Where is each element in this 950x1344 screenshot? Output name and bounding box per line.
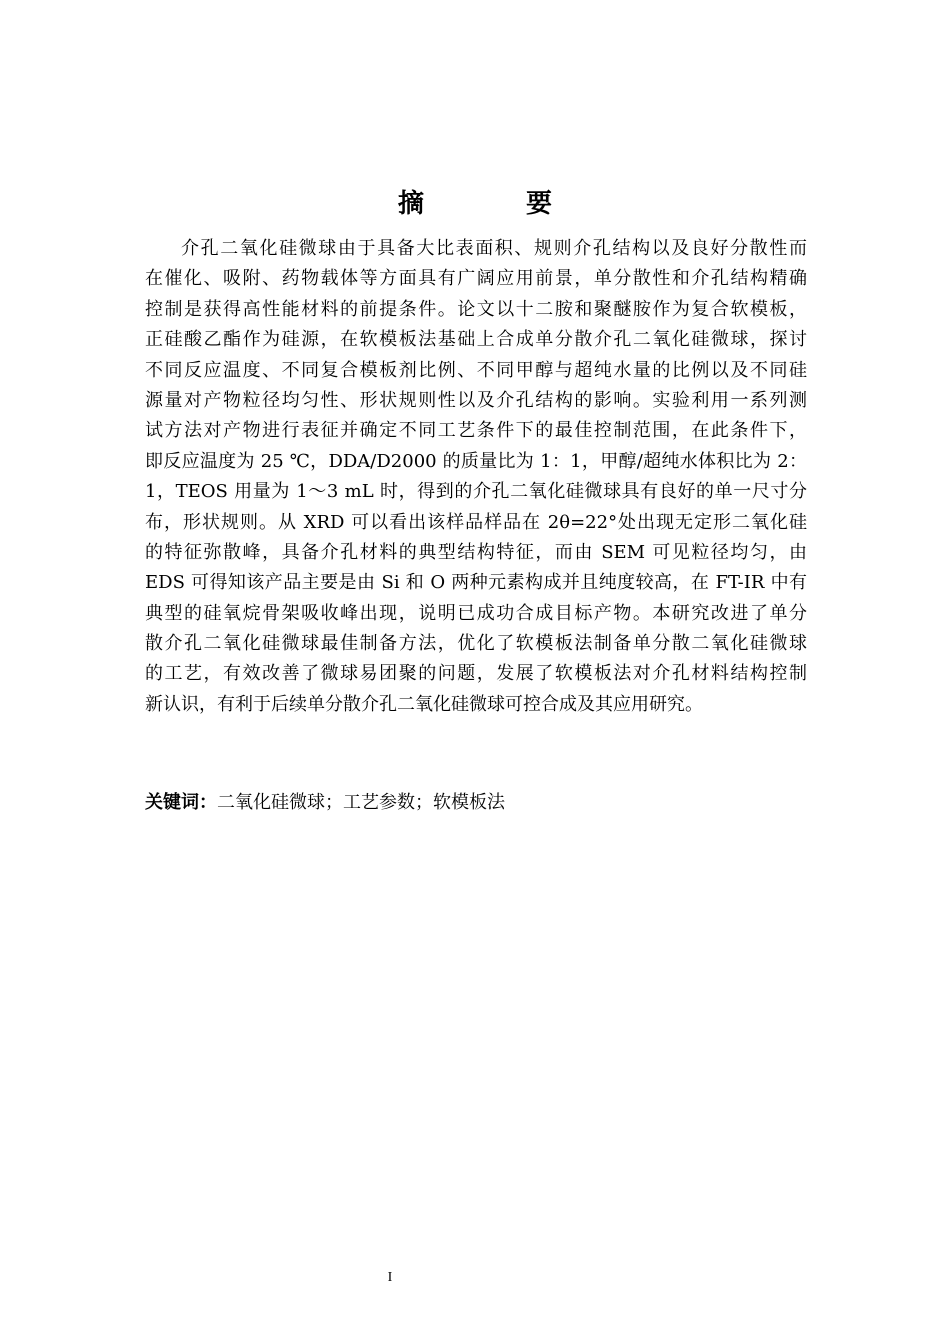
keywords-text: 二氧化硅微球；工艺参数；软模板法 [217, 792, 505, 813]
abstract-line: 源量对产物粒径均匀性、形状规则性以及介孔结构的影响。实验利用一系列测 [145, 389, 807, 411]
abstract-line: 试方法对产物进行表征并确定不同工艺条件下的最佳控制范围，在此条件下， [145, 420, 807, 442]
abstract-line: 介孔二氧化硅微球由于具备大比表面积、规则介孔结构以及良好分散性而 [181, 238, 807, 259]
abstract-line: 即反应温度为 25 ℃，DDA/D2000 的质量比为 1：1，甲醇/超纯水体积比为 2： [145, 450, 807, 472]
abstract-line: 散介孔二氧化硅微球最佳制备方法，优化了软模板法制备单分散二氧化硅微球 [145, 633, 807, 655]
keywords-label: 关键词： [145, 792, 217, 813]
abstract-body [145, 234, 807, 720]
abstract-line: 的工艺，有效改善了微球易团聚的问题，发展了软模板法对介孔材料结构控制 [145, 663, 807, 685]
abstract-line: 典型的硅氧烷骨架吸收峰出现，说明已成功合成目标产物。本研究改进了单分 [145, 602, 807, 624]
abstract-line: 不同反应温度、不同复合模板剂比例、不同甲醇与超纯水量的比例以及不同硅 [145, 359, 807, 381]
abstract-line: 的特征弥散峰，具备介孔材料的典型结构特征，而由 SEM 可见粒径均匀，由 [145, 541, 807, 563]
abstract-line: EDS 可得知该产品主要是由 Si 和 O 两种元素构成并且纯度较高，在 FT-IR 中有 [145, 572, 807, 594]
abstract-line: 布，形状规则。从 XRD 可以看出该样品样品在 2θ=22°处出现无定形二氧化硅 [145, 511, 807, 533]
abstract-line: 控制是获得高性能材料的前提条件。论文以十二胺和聚醚胺作为复合软模板， [145, 298, 807, 320]
abstract-line: 1，TEOS 用量为 1～3 mL 时，得到的介孔二氧化硅微球具有良好的单一尺寸分 [145, 481, 807, 503]
keywords [145, 788, 505, 818]
abstract-line: 在催化、吸附、药物载体等方面具有广阔应用前景，单分散性和介孔结构精确 [145, 268, 807, 290]
abstract-line: 新认识，有利于后续单分散介孔二氧化硅微球可控合成及其应用研究。 [145, 693, 703, 715]
abstract-line: 正硅酸乙酯作为硅源，在软模板法基础上合成单分散介孔二氧化硅微球，探讨 [145, 329, 807, 351]
page-number: I [387, 1270, 393, 1285]
abstract-title: 摘 要 [397, 189, 590, 219]
